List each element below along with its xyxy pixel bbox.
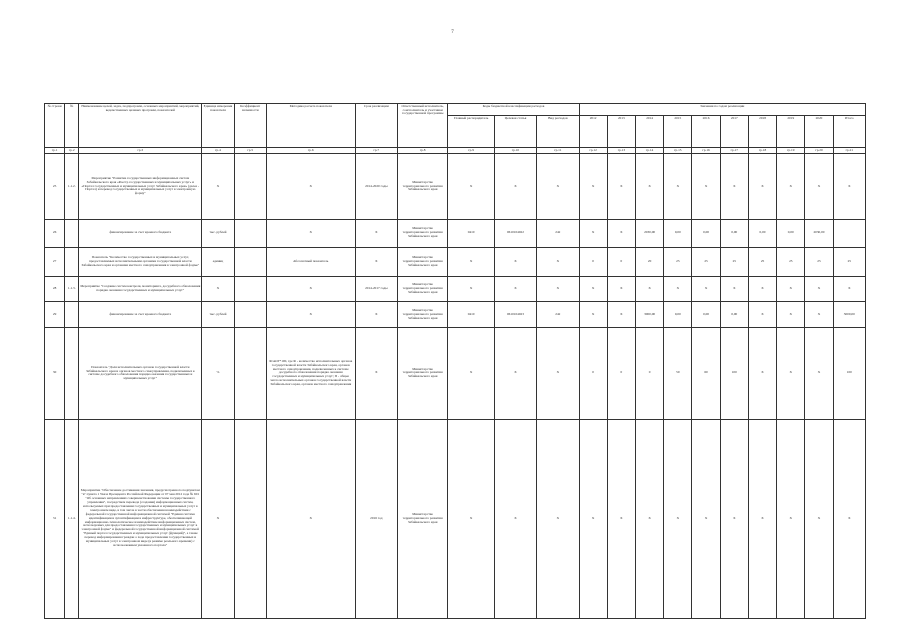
column-number: гр.14 xyxy=(635,148,663,154)
row-term: X xyxy=(355,328,397,419)
row-year-value: X xyxy=(777,419,805,618)
row-method: X xyxy=(266,154,355,219)
row-year-value: X xyxy=(607,154,635,219)
row-year-value: X xyxy=(635,276,663,301)
column-number: гр.15 xyxy=(664,148,692,154)
column-number: гр.12 xyxy=(579,148,607,154)
row-year-value: X xyxy=(720,419,748,618)
header-no: № xyxy=(65,104,79,148)
row-item-number xyxy=(65,247,79,276)
row-method: X xyxy=(266,419,355,618)
row-year-value: X xyxy=(664,276,692,301)
page-number: 7 xyxy=(451,30,454,35)
row-line-number: 29 xyxy=(45,302,65,328)
column-number: гр.2 xyxy=(65,148,79,154)
row-year-value: 25 xyxy=(805,247,833,276)
row-year-value: 20 xyxy=(635,247,663,276)
column-number: гр.21 xyxy=(833,148,865,154)
row-year-value: 0 xyxy=(635,328,663,419)
row-year-value: X xyxy=(777,302,805,328)
header-year: 2014 xyxy=(635,116,663,148)
row-chief-administrator: 0410 xyxy=(448,219,494,247)
header-year: 2018 xyxy=(748,116,776,148)
row-year-value: X xyxy=(664,154,692,219)
header-year: 2017 xyxy=(720,116,748,148)
header-responsible: Ответственный исполнитель, соисполнитель и участники государственной программы xyxy=(397,104,447,148)
row-expense-type: 242 xyxy=(537,219,579,247)
row-method: Абсолютный показатель xyxy=(266,247,355,276)
row-year-value: 25 xyxy=(748,247,776,276)
row-year-value: 50 xyxy=(664,328,692,419)
column-number: гр.10 xyxy=(494,148,536,154)
row-year-value: 3000,00 xyxy=(635,302,663,328)
row-year-value: 60 xyxy=(692,328,720,419)
row-target-item: X xyxy=(494,154,536,219)
row-coef xyxy=(234,219,266,247)
column-number: гр.9 xyxy=(448,148,494,154)
row-year-value: X xyxy=(748,328,776,419)
row-year-value: X xyxy=(748,419,776,618)
row-responsible: Министерство территориального развития Забайкальского края xyxy=(397,419,447,618)
row-year-value: X xyxy=(720,276,748,301)
row-term: X xyxy=(355,302,397,328)
row-term: 2016 год xyxy=(355,419,397,618)
row-year-value: X xyxy=(579,419,607,618)
row-year-value: X xyxy=(805,276,833,301)
row-year-value: X xyxy=(607,219,635,247)
table-row xyxy=(45,247,866,276)
row-responsible: Министерство территориального развития Забайкальского края xyxy=(397,154,447,219)
column-number: гр.3 xyxy=(79,148,202,154)
column-number: гр.1 xyxy=(45,148,65,154)
row-year-value: X xyxy=(607,276,635,301)
program-indicators-table xyxy=(44,103,866,619)
row-year-value: 0,00 xyxy=(692,302,720,328)
row-year-value: 0,00 xyxy=(720,219,748,247)
row-name: Мероприятие "Обеспечение достижения значения, предусмотренного подпунктом "в" пункта 1 Указа Президента Российской Федерации от 07 мая 2012 года № 601 "Об основных направлениях совершенствования системы государственного управления", посредством перевода (создания) информационных систем, используемых при предоставлении государственных и муниципальных услуг в электронном виде, в том числе в части обеспечения взаимодействия с федеральной государственной информационной системой "Единая система идентификации и аутентификации в инфраструктуре, обеспечивающей информационно-технологическое взаимодействие информационных систем, используемых для предоставления государственных и муниципальных услуг в электронной форме" и федеральной государственной информационной системой "Единый портал государственных и муниципальных услуг (функций)", а также перевод информирования граждан о ходе предоставления государственных и муниципальных услуг в электронном виде (в режиме реального времени) с использованием указанного портала" xyxy=(79,419,202,618)
row-year-value: 2030,00 xyxy=(635,219,663,247)
row-term: 2014-2020 годы xyxy=(355,154,397,219)
row-year-value: X xyxy=(833,419,865,618)
row-year-value: X xyxy=(805,419,833,618)
row-year-value: 3000,00 xyxy=(833,302,865,328)
row-name: финансирование за счет краевого бюджета xyxy=(79,219,202,247)
row-name: Показатель "Количество государственных и муниципальных услуг, предоставляемых исполнительными органами государственной власти Забайкальского края и органами местного самоуправления в электронной форме" xyxy=(79,247,202,276)
row-year-value: 100 xyxy=(720,328,748,419)
row-year-value: X xyxy=(748,302,776,328)
header-unit: Единица измерения показателя xyxy=(202,104,234,148)
header-coef: Коэффициент значимости xyxy=(234,104,266,148)
header-year: 2016 xyxy=(692,116,720,148)
row-target-item: X xyxy=(494,247,536,276)
row-responsible: Министерство территориального развития Забайкальского края xyxy=(397,302,447,328)
row-year-value: X xyxy=(805,328,833,419)
table-row xyxy=(45,302,866,328)
row-year-value: X xyxy=(805,154,833,219)
row-year-value: X xyxy=(579,302,607,328)
row-year-value: X xyxy=(748,276,776,301)
row-coef xyxy=(234,154,266,219)
row-unit: X xyxy=(202,419,234,618)
row-year-value: 0,00 xyxy=(692,219,720,247)
row-year-value: 0,00 xyxy=(664,219,692,247)
row-year-value: X xyxy=(748,154,776,219)
row-method: Ф/АОГ*100, где Ф - количество исполнительных органов государственной власти Забайкальского края, органов местного самоуправления, подключенных к системе досудебного обжалования порядка оказания государственных и муниципальных услуг; П - общее число исполнительных органов государственной власти Забайкальского края, органов местного самоуправления xyxy=(266,328,355,419)
row-year-value: X xyxy=(720,154,748,219)
header-year: 2020 xyxy=(805,116,833,148)
header-year: Итого xyxy=(833,116,865,148)
column-number: гр.7 xyxy=(355,148,397,154)
header-year: 2015 xyxy=(664,116,692,148)
column-number: гр.4 xyxy=(202,148,234,154)
column-number: гр.17 xyxy=(720,148,748,154)
row-year-value: 100 xyxy=(833,328,865,419)
row-coef xyxy=(234,247,266,276)
row-expense-type: X xyxy=(537,154,579,219)
table-row xyxy=(45,154,866,219)
row-line-number: 30 xyxy=(45,328,65,419)
row-chief-administrator: X xyxy=(448,276,494,301)
row-unit: единиц xyxy=(202,247,234,276)
row-year-value: X xyxy=(635,419,663,618)
header-year: 2012 xyxy=(579,116,607,148)
row-year-value: X xyxy=(635,154,663,219)
column-number: гр.5 xyxy=(234,148,266,154)
header-line-no: № строки xyxy=(45,104,65,148)
column-number: гр.8 xyxy=(397,148,447,154)
row-year-value: 0 xyxy=(579,247,607,276)
row-responsible: Министерство территориального развития Забайкальского края xyxy=(397,219,447,247)
row-unit: тыс. рублей xyxy=(202,302,234,328)
row-year-value: X xyxy=(664,419,692,618)
header-year: 2019 xyxy=(777,116,805,148)
row-year-value: X xyxy=(833,154,865,219)
row-term: X xyxy=(355,219,397,247)
row-line-number: 25 xyxy=(45,154,65,219)
header-term: Срок реализации xyxy=(355,104,397,148)
row-year-value: X xyxy=(579,219,607,247)
column-number: гр.6 xyxy=(266,148,355,154)
row-unit: X xyxy=(202,154,234,219)
header-method: Методика расчета показателя xyxy=(266,104,355,148)
row-term: X xyxy=(355,247,397,276)
row-target-item: 0610104023 xyxy=(494,302,536,328)
header-budget-sub: Главный распорядитель xyxy=(448,116,494,148)
column-number: гр.20 xyxy=(805,148,833,154)
row-item-number: 1.1.2. xyxy=(65,154,79,219)
row-coef xyxy=(234,276,266,301)
row-target-item: 0610104022 xyxy=(494,219,536,247)
row-name: финансирование за счет краевого бюджета xyxy=(79,302,202,328)
table-row xyxy=(45,219,866,247)
row-unit: тыс. рублей xyxy=(202,219,234,247)
row-chief-administrator: X xyxy=(448,247,494,276)
header-name: Наименование целей, задач, подпрограмм, основных мероприятий, мероприятий, ведомственных целевых программ, показателей xyxy=(79,104,202,148)
row-expense-type: X xyxy=(537,276,579,301)
row-expense-type: X xyxy=(537,328,579,419)
row-term: 2014-2017 годы xyxy=(355,276,397,301)
table-row xyxy=(45,328,866,419)
row-responsible: Министерство территориального развития Забайкальского края xyxy=(397,247,447,276)
table-row xyxy=(45,419,866,618)
row-year-value: X xyxy=(607,302,635,328)
row-responsible: Министерство территориального развития Забайкальского края xyxy=(397,328,447,419)
row-name: Показатель "Доля исполнительных органов государственной власти Забайкальского края и органов местного самоуправления, подключенных к системе досудебного обжалования порядка оказания государственных и муниципальных услуг" xyxy=(79,328,202,419)
row-year-value: X xyxy=(579,154,607,219)
row-method: X xyxy=(266,302,355,328)
row-year-value: 25 xyxy=(664,247,692,276)
row-coef xyxy=(234,419,266,618)
row-item-number xyxy=(65,302,79,328)
row-method: X xyxy=(266,276,355,301)
row-year-value: X xyxy=(777,328,805,419)
table-row xyxy=(45,276,866,301)
row-coef xyxy=(234,328,266,419)
row-expense-type: X xyxy=(537,247,579,276)
row-year-value: X xyxy=(833,276,865,301)
row-method: X xyxy=(266,219,355,247)
row-year-value xyxy=(833,219,865,247)
row-year-value: 0,00 xyxy=(720,302,748,328)
header-budget-codes: Коды бюджетной классификации расходов xyxy=(448,104,579,116)
row-chief-administrator: X xyxy=(448,328,494,419)
header-values-by-year: Значения по годам реализации xyxy=(579,104,866,116)
row-year-value: 25 xyxy=(777,247,805,276)
header-budget-sub: Вид расходов xyxy=(537,116,579,148)
row-expense-type: X xyxy=(537,419,579,618)
column-number: гр.16 xyxy=(692,148,720,154)
row-chief-administrator: X xyxy=(448,154,494,219)
row-year-value: X xyxy=(777,276,805,301)
header-budget-sub: Целевая статья xyxy=(494,116,536,148)
row-item-number: 1.1.4. xyxy=(65,419,79,618)
row-target-item: X xyxy=(494,419,536,618)
row-item-number: 1.1.3. xyxy=(65,276,79,301)
row-target-item: X xyxy=(494,328,536,419)
row-responsible: Министерство территориального развития Забайкальского края xyxy=(397,276,447,301)
row-chief-administrator: 0410 xyxy=(448,302,494,328)
row-coef xyxy=(234,302,266,328)
row-line-number: 28 xyxy=(45,276,65,301)
row-year-value: 0 xyxy=(579,328,607,419)
row-year-value: X xyxy=(607,419,635,618)
row-expense-type: 242 xyxy=(537,302,579,328)
row-year-value: X xyxy=(805,302,833,328)
header-year: 2013 xyxy=(607,116,635,148)
row-unit: % xyxy=(202,328,234,419)
row-line-number: 31 xyxy=(45,419,65,618)
row-line-number: 26 xyxy=(45,219,65,247)
column-number: гр.19 xyxy=(777,148,805,154)
column-number: гр.11 xyxy=(537,148,579,154)
row-year-value: 0,00 xyxy=(664,302,692,328)
column-number: гр.18 xyxy=(748,148,776,154)
column-number: гр.13 xyxy=(607,148,635,154)
row-year-value: 0,00 xyxy=(777,219,805,247)
row-year-value: 0 xyxy=(607,328,635,419)
row-chief-administrator: X xyxy=(448,419,494,618)
row-item-number xyxy=(65,328,79,419)
row-line-number: 27 xyxy=(45,247,65,276)
row-name: Мероприятие "Развитие государственных информационных систем Забайкальского края «Реестр государственных и муниципальных услуг» и «Портал государственных и муниципальных услуг Забайкальского края» (далее - Портал) и перевод государственных и муниципальных услуг в электронную форму" xyxy=(79,154,202,219)
row-unit: X xyxy=(202,276,234,301)
row-year-value: 0,00 xyxy=(748,219,776,247)
row-year-value: X xyxy=(777,154,805,219)
row-year-value: 25 xyxy=(720,247,748,276)
row-item-number xyxy=(65,219,79,247)
row-target-item: X xyxy=(494,276,536,301)
row-year-value: 0 xyxy=(607,247,635,276)
row-year-value: X xyxy=(692,154,720,219)
row-year-value: 25 xyxy=(833,247,865,276)
row-name: Мероприятие "Создание систем контроля, мониторинга, досудебного обжалования порядка оказания государственных и муниципальных услуг" xyxy=(79,276,202,301)
row-year-value: X xyxy=(692,419,720,618)
row-year-value: 2030,00 xyxy=(805,219,833,247)
row-year-value: X xyxy=(579,276,607,301)
row-year-value: 25 xyxy=(692,247,720,276)
row-year-value: X xyxy=(692,276,720,301)
